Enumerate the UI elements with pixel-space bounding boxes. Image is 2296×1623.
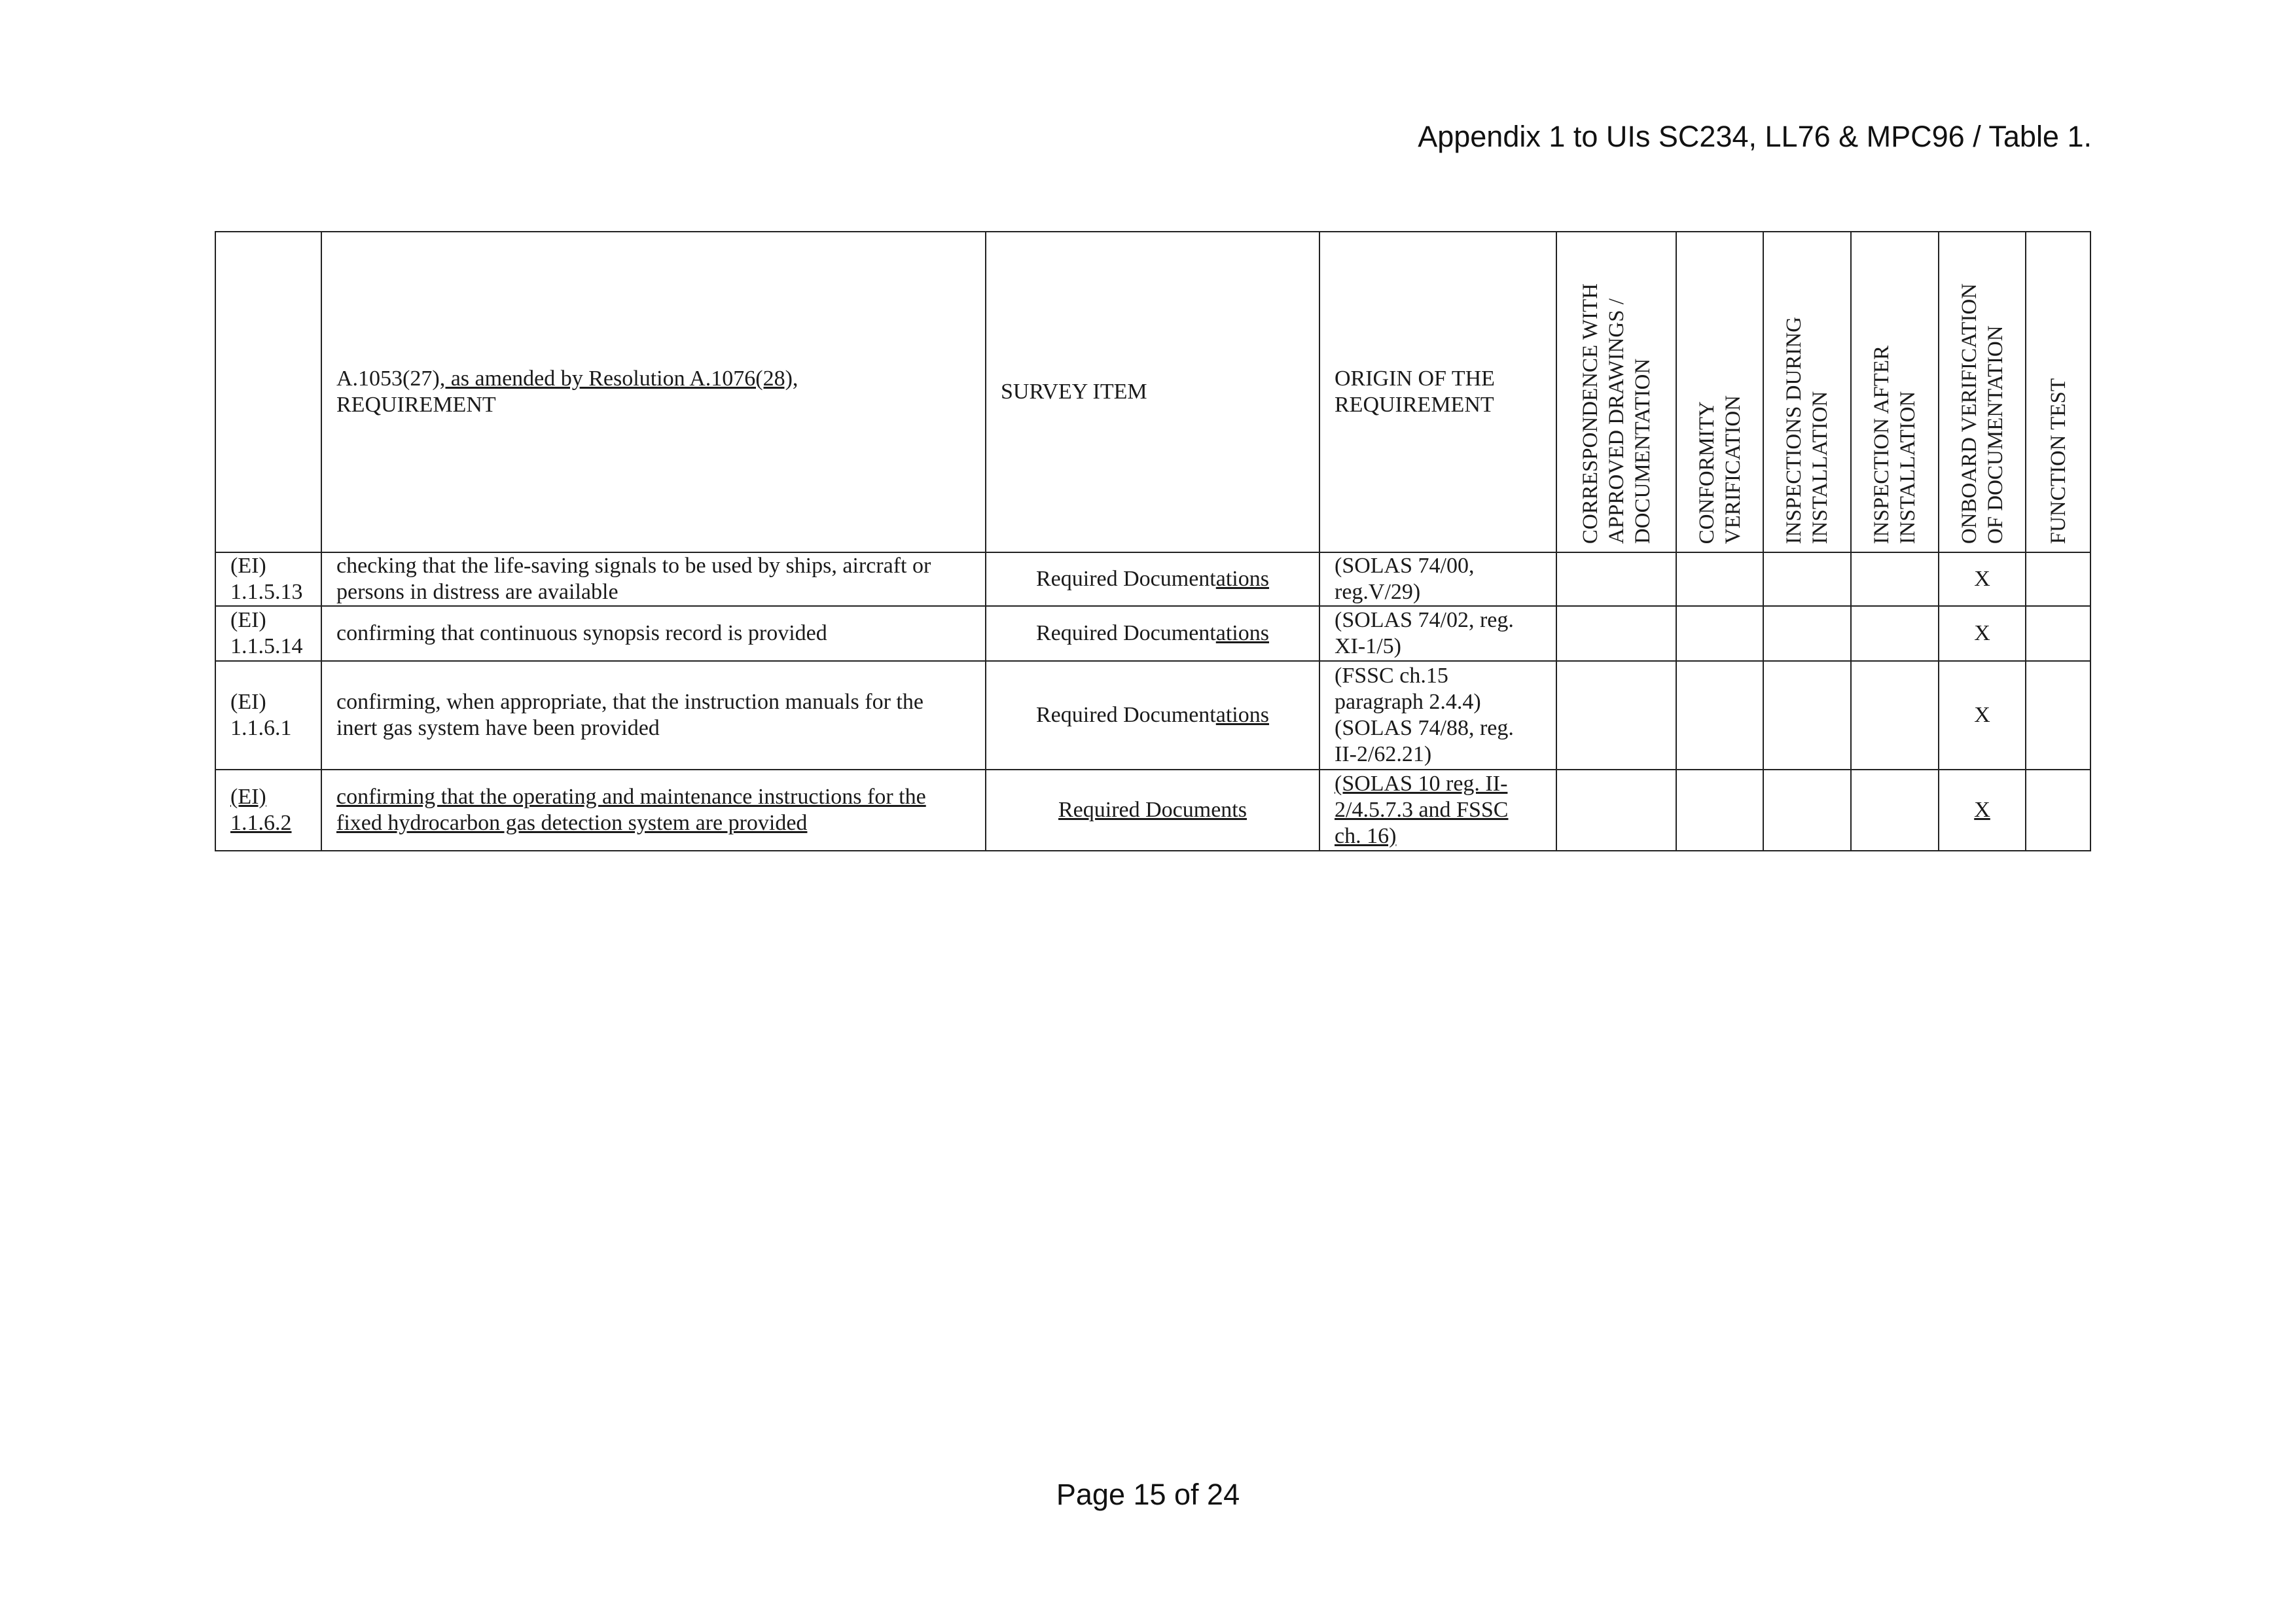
row-ref: (EI) 1.1.6.1: [215, 661, 321, 770]
row-insp-during-cell: [1763, 606, 1851, 661]
col-header-correspondence: [1556, 232, 1676, 552]
row-correspondence-cell: [1556, 770, 1676, 851]
row-survey-item: Required Documentations: [986, 552, 1319, 606]
col-header-requirement: [321, 232, 986, 552]
row-insp-during-cell: [1763, 552, 1851, 606]
row-origin: (SOLAS 74/02, reg. XI-1/5): [1319, 606, 1556, 661]
row-insp-during-cell: [1763, 770, 1851, 851]
row-insp-after-cell: [1851, 770, 1939, 851]
table-header-row: [215, 232, 2090, 552]
row-correspondence-cell: [1556, 552, 1676, 606]
row-ref: (EI) 1.1.5.14: [215, 606, 321, 661]
col-header-onboard-verification: [1939, 232, 2026, 552]
correspondence-line-1: CORRESPONDENCE WITH: [1578, 283, 1602, 544]
row-onboard-mark: X: [1939, 552, 2026, 606]
row-origin: (SOLAS 74/00, reg.V/29): [1319, 552, 1556, 606]
row-correspondence-cell: [1556, 606, 1676, 661]
requirement-label: REQUIREMENT: [336, 393, 496, 417]
requirement-resolution: A.1053(27): [336, 366, 440, 391]
col-header-ref: [215, 232, 321, 552]
row-origin: (SOLAS 10 reg. II- 2/4.5.7.3 and FSSC ch. 16): [1319, 770, 1556, 851]
table-row: [215, 552, 2090, 606]
conformity-line-1: CONFORMITY: [1695, 401, 1719, 544]
table-row: [215, 606, 2090, 661]
row-conformity-cell: [1676, 552, 1763, 606]
row-function-test-cell: [2026, 661, 2090, 770]
page-header: Appendix 1 to UIs SC234, LL76 & MPC96 / Table 1.: [1418, 120, 2092, 153]
row-requirement: confirming that the operating and maintenance instructions for the fixed hydrocarbon gas detection system are provided: [321, 770, 986, 851]
row-onboard-mark: X: [1939, 661, 2026, 770]
row-survey-item: Required Documentations: [986, 661, 1319, 770]
row-origin: (FSSC ch.15 paragraph 2.4.4) (SOLAS 74/88, reg. II-2/62.21): [1319, 661, 1556, 770]
insp-after-line-2: INSTALLATION: [1896, 391, 1920, 544]
survey-table: [215, 231, 2091, 851]
row-survey-item: Required Documents: [986, 770, 1319, 851]
row-insp-during-cell: [1763, 661, 1851, 770]
insp-after-line-1: INSPECTION AFTER: [1870, 345, 1893, 544]
row-requirement: checking that the life-saving signals to be used by ships, aircraft or persons in distress are available: [321, 552, 986, 606]
col-header-inspections-during: [1763, 232, 1851, 552]
row-ref: (EI) 1.1.5.13: [215, 552, 321, 606]
row-conformity-cell: [1676, 661, 1763, 770]
row-function-test-cell: [2026, 606, 2090, 661]
row-requirement: confirming, when appropriate, that the instruction manuals for the inert gas system have been provided: [321, 661, 986, 770]
function-test-label: FUNCTION TEST: [2046, 378, 2070, 544]
row-survey-item: Required Documentations: [986, 606, 1319, 661]
col-header-origin: [1319, 232, 1556, 552]
conformity-line-2: VERIFICATION: [1721, 395, 1745, 544]
onboard-line-1: ONBOARD VERIFICATION: [1957, 283, 1981, 544]
insp-during-line-1: INSPECTIONS DURING: [1782, 316, 1806, 544]
col-header-conformity: [1676, 232, 1763, 552]
requirement-amendment: , as amended by Resolution A.1076(28),: [439, 366, 798, 391]
row-correspondence-cell: [1556, 661, 1676, 770]
correspondence-line-2: APPROVED DRAWINGS /: [1604, 298, 1628, 544]
col-header-survey-item: [986, 232, 1319, 552]
table-row: [215, 661, 2090, 770]
row-function-test-cell: [2026, 552, 2090, 606]
row-onboard-mark: X: [1939, 770, 2026, 851]
col-header-function-test: [2026, 232, 2090, 552]
row-onboard-mark: X: [1939, 606, 2026, 661]
row-function-test-cell: [2026, 770, 2090, 851]
row-requirement: confirming that continuous synopsis record is provided: [321, 606, 986, 661]
insp-during-line-2: INSTALLATION: [1808, 391, 1832, 544]
origin-label: ORIGIN OF THE REQUIREMENT: [1335, 366, 1495, 417]
col-header-inspection-after: [1851, 232, 1939, 552]
table-row: [215, 770, 2090, 851]
row-insp-after-cell: [1851, 606, 1939, 661]
row-insp-after-cell: [1851, 661, 1939, 770]
correspondence-line-3: DOCUMENTATION: [1630, 358, 1655, 544]
page-footer: Page 15 of 24: [1056, 1478, 1240, 1511]
onboard-line-2: OF DOCUMENTATION: [1983, 325, 2007, 544]
row-ref: (EI) 1.1.6.2: [215, 770, 321, 851]
row-insp-after-cell: [1851, 552, 1939, 606]
survey-item-label: SURVEY ITEM: [1001, 380, 1147, 404]
row-conformity-cell: [1676, 770, 1763, 851]
row-conformity-cell: [1676, 606, 1763, 661]
